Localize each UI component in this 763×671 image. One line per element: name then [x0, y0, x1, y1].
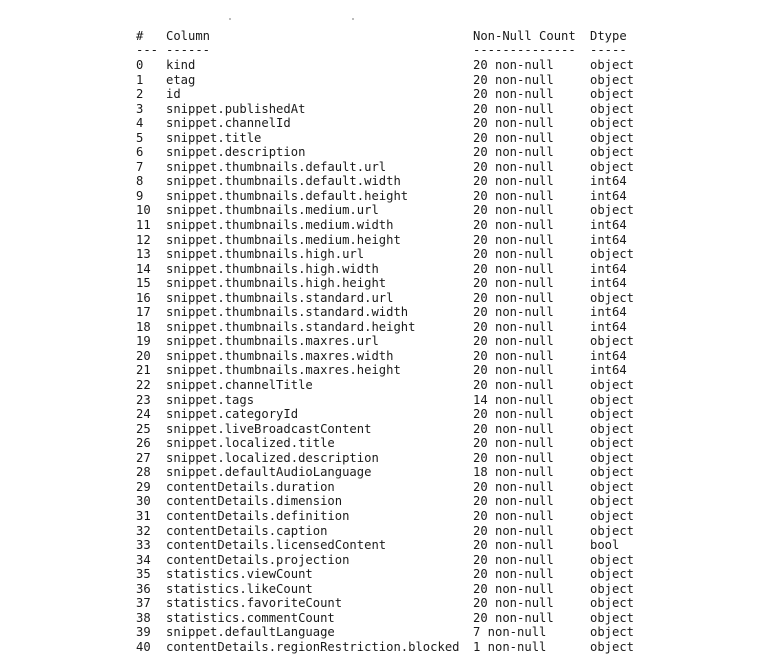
row-column: snippet.publishedAt [166, 101, 306, 116]
row-dtype: object [590, 334, 635, 349]
table-row [136, 393, 650, 408]
row-dtype: int64 [590, 218, 627, 233]
row-index: 10 [136, 203, 151, 218]
row-column: snippet.thumbnails.standard.url [166, 290, 394, 305]
row-index: 20 [136, 348, 151, 363]
row-column: id [166, 87, 181, 102]
row-index: 33 [136, 538, 151, 553]
row-index: 1 [136, 72, 144, 87]
table-row [136, 116, 650, 131]
table-row [136, 538, 650, 553]
table-row [136, 218, 650, 233]
row-index: 7 [136, 159, 144, 174]
header-dtype: Dtype [590, 29, 627, 43]
header-column: Column [166, 29, 211, 43]
row-column: snippet.tags [166, 392, 255, 407]
table-row [136, 305, 650, 320]
row-column: contentDetails.licensedContent [166, 538, 387, 553]
row-column: snippet.thumbnails.medium.width [166, 218, 394, 233]
row-index: 35 [136, 567, 151, 582]
row-count: 20 non-null [473, 290, 554, 305]
table-row [136, 640, 650, 655]
table-row [136, 131, 650, 146]
row-count: 20 non-null [473, 378, 554, 393]
row-count: 20 non-null [473, 247, 554, 262]
table-row [136, 625, 650, 640]
row-dtype: object [590, 479, 635, 494]
row-count: 18 non-null [473, 465, 554, 480]
row-column: snippet.thumbnails.maxres.height [166, 363, 401, 378]
artifact-dot [352, 18, 354, 20]
row-index: 15 [136, 276, 151, 291]
row-dtype: object [590, 130, 635, 145]
row-column: snippet.thumbnails.high.url [166, 247, 365, 262]
row-count: 20 non-null [473, 334, 554, 349]
row-dtype: object [590, 610, 635, 625]
row-index: 18 [136, 319, 151, 334]
table-row [136, 349, 650, 364]
row-dtype: int64 [590, 261, 627, 276]
separator-dtype: ----- [590, 43, 627, 57]
row-count: 20 non-null [473, 203, 554, 218]
row-count: 20 non-null [473, 494, 554, 509]
row-column: snippet.channelId [166, 116, 291, 131]
row-column: kind [166, 58, 196, 72]
table-row [136, 58, 650, 73]
row-index: 40 [136, 639, 151, 654]
header-row [136, 29, 650, 44]
table-row [136, 73, 650, 88]
separator-column: ------ [166, 43, 211, 57]
row-count: 20 non-null [473, 581, 554, 596]
row-dtype: object [590, 116, 635, 131]
row-index: 9 [136, 188, 144, 203]
row-index: 0 [136, 58, 144, 72]
row-column: snippet.thumbnails.medium.height [166, 232, 401, 247]
row-column: snippet.description [166, 145, 306, 160]
row-dtype: int64 [590, 305, 627, 320]
table-row [136, 87, 650, 102]
row-count: 20 non-null [473, 72, 554, 87]
row-column: snippet.thumbnails.maxres.width [166, 348, 394, 363]
row-column: contentDetails.caption [166, 523, 328, 538]
row-index: 26 [136, 436, 151, 451]
row-count: 20 non-null [473, 58, 554, 72]
row-dtype: object [590, 508, 635, 523]
table-row [136, 422, 650, 437]
row-count: 20 non-null [473, 218, 554, 233]
row-count: 1 non-null [473, 639, 547, 654]
row-column: snippet.thumbnails.high.height [166, 276, 387, 291]
row-dtype: object [590, 58, 635, 72]
row-count: 20 non-null [473, 436, 554, 451]
row-dtype: int64 [590, 276, 627, 291]
row-dtype: int64 [590, 348, 627, 363]
table-row [136, 189, 650, 204]
row-index: 16 [136, 290, 151, 305]
header-count: Non-Null Count [473, 29, 576, 43]
row-count: 20 non-null [473, 276, 554, 291]
table-row [136, 233, 650, 248]
row-column: snippet.defaultLanguage [166, 625, 335, 640]
row-dtype: object [590, 436, 635, 451]
row-count: 20 non-null [473, 552, 554, 567]
row-dtype: int64 [590, 319, 627, 334]
row-dtype: int64 [590, 188, 627, 203]
row-column: statistics.favoriteCount [166, 596, 343, 611]
row-index: 3 [136, 101, 144, 116]
row-index: 19 [136, 334, 151, 349]
row-index: 8 [136, 174, 144, 189]
row-index: 30 [136, 494, 151, 509]
row-index: 6 [136, 145, 144, 160]
row-count: 20 non-null [473, 261, 554, 276]
row-dtype: object [590, 523, 635, 538]
row-column: snippet.thumbnails.standard.height [166, 319, 416, 334]
table-row [136, 203, 650, 218]
row-column: statistics.viewCount [166, 567, 313, 582]
row-dtype: object [590, 421, 635, 436]
row-dtype: object [590, 552, 635, 567]
row-count: 20 non-null [473, 450, 554, 465]
table-row [136, 102, 650, 117]
row-index: 17 [136, 305, 151, 320]
row-dtype: object [590, 392, 635, 407]
table-row [136, 378, 650, 393]
row-index: 13 [136, 247, 151, 262]
table-row [136, 465, 650, 480]
row-index: 38 [136, 610, 151, 625]
row-count: 20 non-null [473, 596, 554, 611]
row-index: 4 [136, 116, 144, 131]
row-index: 11 [136, 218, 151, 233]
table-row [136, 160, 650, 175]
table-row [136, 276, 650, 291]
row-index: 36 [136, 581, 151, 596]
row-column: snippet.defaultAudioLanguage [166, 465, 372, 480]
row-dtype: object [590, 87, 635, 102]
row-count: 20 non-null [473, 523, 554, 538]
row-dtype: object [590, 407, 635, 422]
row-count: 7 non-null [473, 625, 547, 640]
row-column: snippet.thumbnails.standard.width [166, 305, 409, 320]
row-dtype: object [590, 159, 635, 174]
row-count: 20 non-null [473, 188, 554, 203]
row-count: 20 non-null [473, 87, 554, 102]
row-column: snippet.channelTitle [166, 378, 313, 393]
table-row [136, 567, 650, 582]
row-index: 2 [136, 87, 144, 102]
separator-count: -------------- [473, 43, 576, 57]
row-column: snippet.thumbnails.default.height [166, 188, 409, 203]
row-column: contentDetails.regionRestriction.blocked [166, 639, 460, 654]
separator-index: --- [136, 43, 159, 57]
row-dtype: int64 [590, 232, 627, 247]
row-dtype: object [590, 639, 635, 654]
row-column: statistics.commentCount [166, 610, 335, 625]
row-index: 32 [136, 523, 151, 538]
row-dtype: object [590, 450, 635, 465]
row-column: contentDetails.definition [166, 508, 350, 523]
row-index: 28 [136, 465, 151, 480]
row-count: 20 non-null [473, 305, 554, 320]
row-dtype: object [590, 465, 635, 480]
row-column: contentDetails.dimension [166, 494, 343, 509]
row-dtype: object [590, 494, 635, 509]
row-dtype: object [590, 378, 635, 393]
table-row [136, 334, 650, 349]
row-index: 34 [136, 552, 151, 567]
row-count: 20 non-null [473, 116, 554, 131]
row-column: snippet.thumbnails.medium.url [166, 203, 379, 218]
row-index: 12 [136, 232, 151, 247]
row-dtype: object [590, 72, 635, 87]
row-count: 20 non-null [473, 319, 554, 334]
row-index: 5 [136, 130, 144, 145]
table-row [136, 262, 650, 277]
table-row [136, 611, 650, 626]
separator-row [136, 44, 650, 58]
row-column: snippet.thumbnails.high.width [166, 261, 379, 276]
row-column: snippet.localized.description [166, 450, 379, 465]
row-column: snippet.thumbnails.default.url [166, 159, 387, 174]
row-dtype: object [590, 625, 635, 640]
row-column: snippet.title [166, 130, 262, 145]
row-dtype: object [590, 290, 635, 305]
row-count: 20 non-null [473, 145, 554, 160]
row-index: 24 [136, 407, 151, 422]
row-index: 27 [136, 450, 151, 465]
row-count: 20 non-null [473, 363, 554, 378]
row-column: snippet.categoryId [166, 407, 299, 422]
row-count: 14 non-null [473, 392, 554, 407]
table-row [136, 291, 650, 306]
row-count: 20 non-null [473, 130, 554, 145]
table-body [136, 58, 650, 654]
row-count: 20 non-null [473, 508, 554, 523]
row-index: 14 [136, 261, 151, 276]
table-row [136, 509, 650, 524]
artifact-dot [229, 18, 231, 20]
row-dtype: bool [590, 538, 620, 553]
row-index: 22 [136, 378, 151, 393]
row-index: 21 [136, 363, 151, 378]
row-index: 29 [136, 479, 151, 494]
row-index: 25 [136, 421, 151, 436]
row-count: 20 non-null [473, 610, 554, 625]
row-count: 20 non-null [473, 567, 554, 582]
row-dtype: object [590, 247, 635, 262]
row-column: snippet.liveBroadcastContent [166, 421, 372, 436]
row-index: 37 [136, 596, 151, 611]
row-column: snippet.localized.title [166, 436, 335, 451]
table-row [136, 407, 650, 422]
row-dtype: object [590, 145, 635, 160]
row-column: statistics.likeCount [166, 581, 313, 596]
row-dtype: int64 [590, 174, 627, 189]
row-dtype: int64 [590, 363, 627, 378]
row-count: 20 non-null [473, 348, 554, 363]
row-index: 31 [136, 508, 151, 523]
table-row [136, 582, 650, 597]
table-row [136, 494, 650, 509]
table-row [136, 451, 650, 466]
row-dtype: object [590, 101, 635, 116]
table-row [136, 174, 650, 189]
row-dtype: object [590, 596, 635, 611]
table-row [136, 247, 650, 262]
row-count: 20 non-null [473, 232, 554, 247]
row-dtype: object [590, 567, 635, 582]
table-row [136, 145, 650, 160]
row-index: 39 [136, 625, 151, 640]
row-count: 20 non-null [473, 538, 554, 553]
row-column: snippet.thumbnails.default.width [166, 174, 401, 189]
row-dtype: object [590, 581, 635, 596]
table-row [136, 320, 650, 335]
dataframe-info-table [136, 29, 650, 654]
row-index: 23 [136, 392, 151, 407]
row-count: 20 non-null [473, 479, 554, 494]
row-count: 20 non-null [473, 407, 554, 422]
table-row [136, 524, 650, 539]
table-row [136, 596, 650, 611]
row-column: contentDetails.projection [166, 552, 350, 567]
row-count: 20 non-null [473, 101, 554, 116]
row-count: 20 non-null [473, 421, 554, 436]
table-row [136, 436, 650, 451]
row-count: 20 non-null [473, 174, 554, 189]
row-dtype: object [590, 203, 635, 218]
row-count: 20 non-null [473, 159, 554, 174]
header-index: # [136, 29, 144, 43]
row-column: snippet.thumbnails.maxres.url [166, 334, 379, 349]
table-row [136, 480, 650, 495]
table-row [136, 553, 650, 568]
table-row [136, 363, 650, 378]
row-column: contentDetails.duration [166, 479, 335, 494]
row-column: etag [166, 72, 196, 87]
